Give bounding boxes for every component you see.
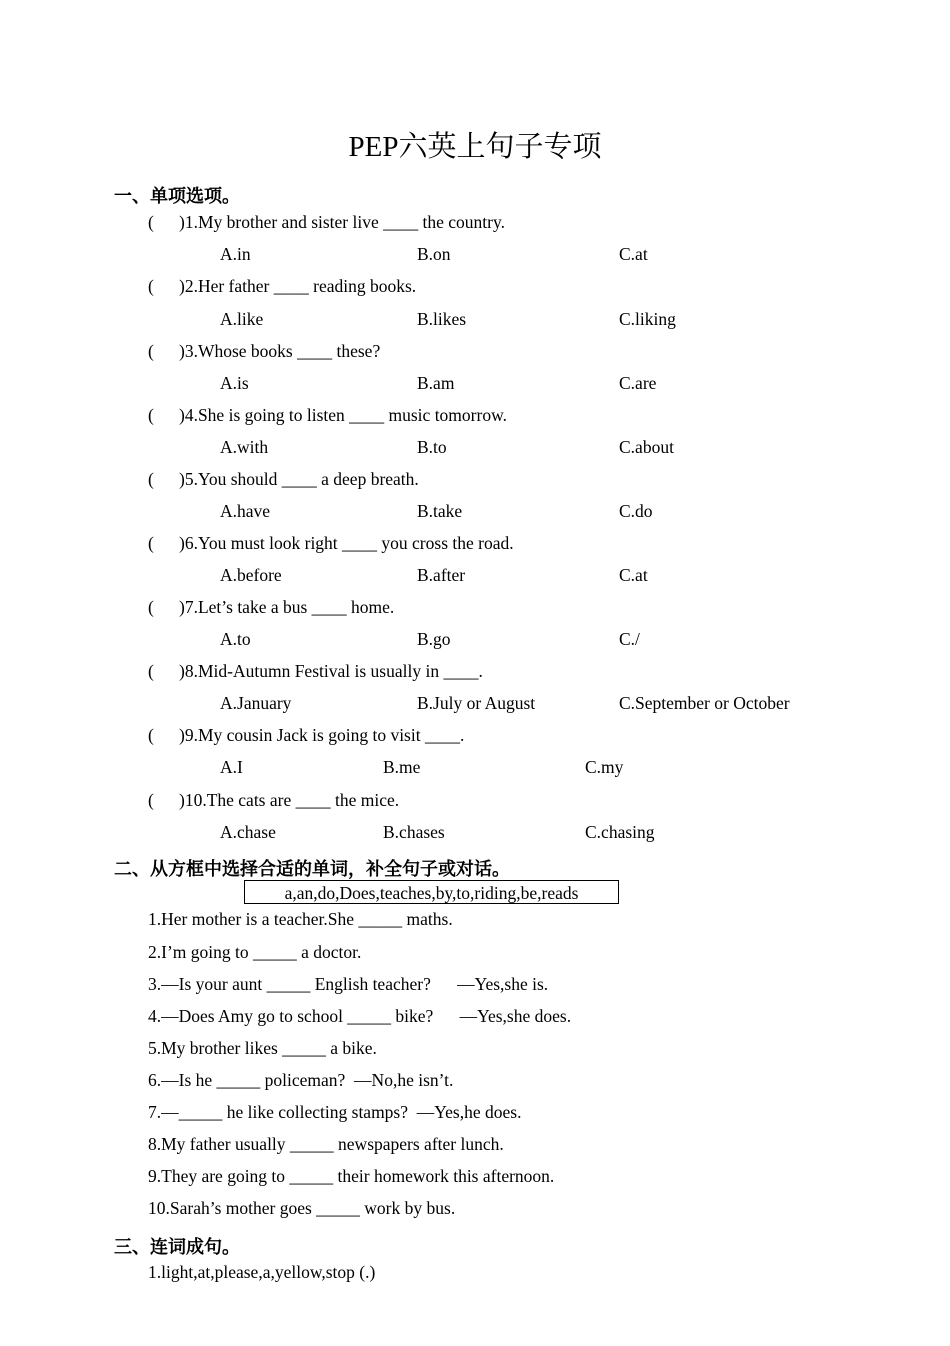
option-a: A.January xyxy=(220,693,292,713)
question-stem: )7.Let’s take a bus ____ home. xyxy=(179,597,395,617)
option-b: B.go xyxy=(417,629,451,649)
question-stem: )2.Her father ____ reading books. xyxy=(179,276,417,296)
option-b: B.after xyxy=(417,565,466,585)
question-stem: )4.She is going to listen ____ music tomorrow. xyxy=(179,405,507,425)
fill-blank-item: 3.—Is your aunt _____ English teacher? —Yes,she is. xyxy=(148,974,549,994)
fill-blank-item: 6.—Is he _____ policeman? —No,he isn’t. xyxy=(148,1070,454,1090)
sentence-item: 1.light,at,please,a,yellow,stop (.) xyxy=(148,1262,376,1282)
section3-heading: 三、连词成句。 xyxy=(114,1237,240,1257)
option-c: C.at xyxy=(619,244,648,264)
option-b: B.July or August xyxy=(417,693,536,713)
option-a: A.is xyxy=(220,373,249,393)
question-stem: )8.Mid-Autumn Festival is usually in ____. xyxy=(179,661,483,681)
option-b: B.on xyxy=(417,244,451,264)
fill-blank-item: 2.I’m going to _____ a doctor. xyxy=(148,942,362,962)
fill-blank-item: 4.—Does Amy go to school _____ bike? —Yes,she does. xyxy=(148,1006,572,1026)
answer-paren: ( xyxy=(148,790,154,810)
answer-paren: ( xyxy=(148,276,154,296)
question-stem: )1.My brother and sister live ____ the country. xyxy=(179,212,505,232)
option-a: A.in xyxy=(220,244,251,264)
fill-blank-item: 10.Sarah’s mother goes _____ work by bus. xyxy=(148,1198,456,1218)
option-b: B.me xyxy=(383,757,421,777)
option-b: B.likes xyxy=(417,309,467,329)
section2-heading: 二、从方框中选择合适的单词，补全句子或对话。 xyxy=(114,859,510,879)
option-b: B.chases xyxy=(383,822,445,842)
option-b: B.am xyxy=(417,373,455,393)
option-a: A.like xyxy=(220,309,264,329)
option-a: A.before xyxy=(220,565,282,585)
fill-blank-item: 5.My brother likes _____ a bike. xyxy=(148,1038,377,1058)
option-a: A.with xyxy=(220,437,269,457)
option-c: C.liking xyxy=(619,309,676,329)
word-box: a,an,do,Does,teaches,by,to,riding,be,reads xyxy=(244,880,619,904)
option-a: A.chase xyxy=(220,822,276,842)
answer-paren: ( xyxy=(148,597,154,617)
answer-paren: ( xyxy=(148,533,154,553)
option-c: C.about xyxy=(619,437,674,457)
option-c: C.my xyxy=(585,757,624,777)
answer-paren: ( xyxy=(148,725,154,745)
question-stem: )5.You should ____ a deep breath. xyxy=(179,469,419,489)
question-stem: )3.Whose books ____ these? xyxy=(179,341,381,361)
section1-heading: 一、单项选项。 xyxy=(114,186,240,206)
option-c: C.do xyxy=(619,501,653,521)
option-b: B.to xyxy=(417,437,447,457)
option-c: C.are xyxy=(619,373,657,393)
page-title: PEP六英上句子专项 xyxy=(348,131,602,163)
option-b: B.take xyxy=(417,501,463,521)
fill-blank-item: 9.They are going to _____ their homework this afternoon. xyxy=(148,1166,555,1186)
option-a: A.to xyxy=(220,629,251,649)
option-c: C.September or October xyxy=(619,693,790,713)
fill-blank-item: 8.My father usually _____ newspapers after lunch. xyxy=(148,1134,504,1154)
option-a: A.I xyxy=(220,757,243,777)
answer-paren: ( xyxy=(148,405,154,425)
question-stem: )9.My cousin Jack is going to visit ____. xyxy=(179,725,465,745)
fill-blank-item: 7.—_____ he like collecting stamps? —Yes,he does. xyxy=(148,1102,522,1122)
fill-blank-item: 1.Her mother is a teacher.She _____ maths. xyxy=(148,909,453,929)
answer-paren: ( xyxy=(148,469,154,489)
answer-paren: ( xyxy=(148,661,154,681)
option-c: C.chasing xyxy=(585,822,655,842)
answer-paren: ( xyxy=(148,212,154,232)
option-a: A.have xyxy=(220,501,271,521)
option-c: C./ xyxy=(619,629,640,649)
question-stem: )10.The cats are ____ the mice. xyxy=(179,790,400,810)
answer-paren: ( xyxy=(148,341,154,361)
question-stem: )6.You must look right ____ you cross the road. xyxy=(179,533,514,553)
option-c: C.at xyxy=(619,565,648,585)
